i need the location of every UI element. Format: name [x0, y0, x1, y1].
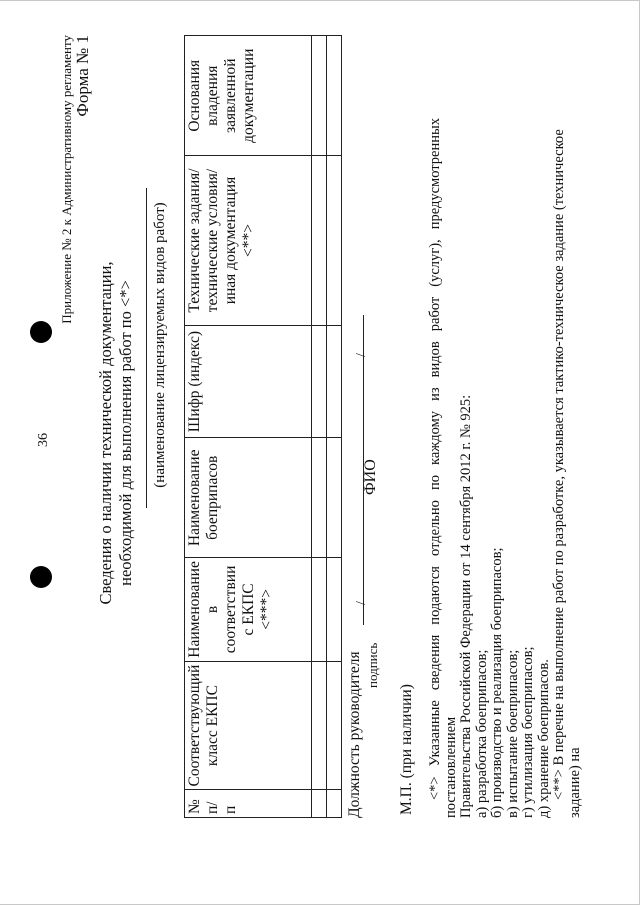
column-header: № п/п — [185, 790, 312, 818]
column-header: Наименование боеприпасов — [185, 438, 312, 558]
table-cell — [327, 558, 342, 662]
page-number: 36 — [36, 433, 51, 447]
table-row — [327, 36, 342, 818]
fill-in-caption: (наименование лицензируемых видов работ) — [152, 202, 168, 488]
table-cell — [312, 661, 327, 790]
title-line: Сведения о наличии технической документации, — [96, 261, 115, 605]
title-line: необходимой для выполнения работ по <*> — [116, 280, 135, 586]
footnote-2: <**> В перечне на выполнение работ по разработке, указывается тактико-техническое задание (техническое задание) на — [551, 129, 583, 818]
fill-in-line — [146, 188, 147, 508]
list-item: б) производство и реализация боеприпасов; — [489, 547, 505, 818]
table-cell — [327, 438, 342, 558]
name-caption: ФИО — [362, 459, 379, 495]
table-cell — [312, 325, 327, 438]
table-cell — [312, 438, 327, 558]
stamp-note: М.П. (при наличии) — [398, 684, 415, 815]
column-header: Шифр (индекс) — [185, 325, 312, 438]
signature-caption: подпись — [365, 642, 380, 688]
table-cell — [327, 325, 342, 438]
table-cell — [327, 36, 342, 156]
table-cell — [327, 661, 342, 790]
footnote-1-continued: Правительства Российской Федерации от 14 сентября 2012 г. № 925: — [458, 394, 474, 818]
appendix-reference: Приложение № 2 к Административному регламенту — [59, 35, 74, 324]
position-label: Должность руководителя — [346, 651, 363, 818]
column-header: Соответствующий класс ЕКПС — [185, 661, 312, 790]
documentation-table — [184, 35, 342, 818]
document-title — [96, 233, 136, 633]
column-header: Наименование в соответствии с ЕКПС <***> — [185, 558, 312, 662]
table-cell — [327, 156, 342, 325]
table-cell — [327, 790, 342, 818]
table-cell — [312, 156, 327, 325]
table-cell — [312, 790, 327, 818]
table-header-row — [185, 36, 312, 818]
list-item: а) разработка боеприпасов; — [473, 649, 490, 818]
list-item: г) утилизация боеприпасов; — [520, 646, 536, 818]
signature-separator: / — [354, 601, 369, 605]
column-header: Основания владения заявленной документации — [185, 36, 312, 156]
table-cell — [312, 36, 327, 156]
footnote-1: <*> Указанные сведения подаются отдельно по каждому из видов работ (услуг), предусмотренных постановлением — [427, 118, 459, 818]
table-row — [312, 36, 327, 818]
footnotes — [428, 118, 583, 818]
signature-separator: / — [354, 353, 369, 357]
list-item: д) хранение боеприпасов. — [535, 659, 552, 818]
list-item: в) испытание боеприпасов; — [504, 649, 521, 818]
column-header: Технические задания/ технические условия/иная документация <**> — [185, 156, 312, 325]
form-number: Форма № 1 — [73, 35, 92, 117]
table-cell — [312, 558, 327, 662]
